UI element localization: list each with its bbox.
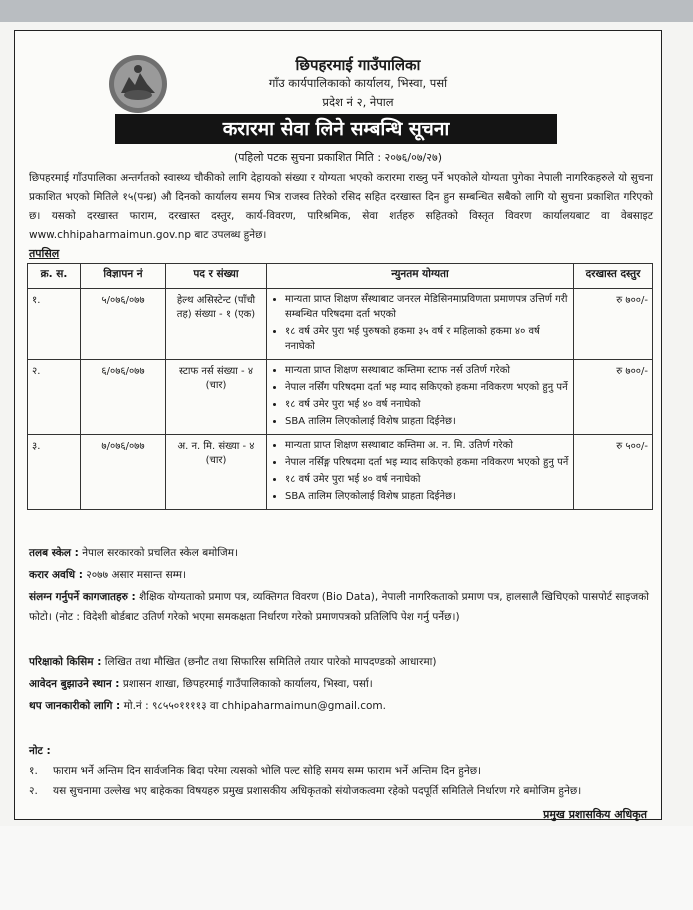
- col-fee: दरखास्त दस्तुर: [574, 264, 653, 289]
- notes-section: [29, 741, 655, 801]
- cell-post: हेल्थ असिस्टेन्ट (पाँचौ तह) संख्या - १ (एक): [166, 289, 267, 360]
- contact-label: थप जानकारीको लागि :: [29, 700, 121, 712]
- cell-fee: रु ५००/-: [574, 435, 653, 510]
- qualification-item: • १८ वर्ष उमेर पुरा भई ४० वर्ष ननाघेको: [285, 397, 569, 412]
- table-row: [28, 435, 653, 510]
- contact-text: मो.नं : ९८५५०११११३ वा chhipaharmaimun@gmail.com.: [123, 700, 386, 712]
- cell-qualification: [267, 360, 574, 435]
- qualification-item: • नेपाल नर्सिङ्ग परिषदमा दर्ता भइ म्याद सकिएको हकमा नविकरण भएको हुनु पर्ने: [285, 455, 569, 470]
- cell-fee: रु ७००/-: [574, 289, 653, 360]
- cell-post: अ. न. मि. संख्या - ४ (चार): [166, 435, 267, 510]
- note-number: २.: [29, 785, 38, 797]
- newspaper-top-strip: [0, 0, 693, 22]
- contract-text: २०७७ असार मसान्त सम्म।: [86, 569, 187, 581]
- cell-qualification: [267, 289, 574, 360]
- intro-paragraph: छिपहरमाई गाँउपालिका अन्तर्गतको स्वास्थ्य चौकीको लागि देहायको संख्या र योग्यता भएको करारमा राख्नु पर्ने भएकोले योग्यता पुगेका नेपाली नागरिकहरुले यो सुचना प्रकाशित भएको मितिले १५(पन्ध्र) औ दिनको कार्यालय समय भित्र राजस्व तिरेको रसिद सहित दरखास्त दिन हुन सम्बन्धित सबैको लागि यो सुचना प्रकाशित गरिएको छ। यसको दरखास्त फाराम, दरखास्त दस्तुर, कार्य-विवरण, पारिश्रमिक, सेवा शर्तहरु सहितको विस्तृत विवरण कार्यालयबाट वा वेबसाइट www.chhipaharmaimun.gov.np बाट उपलब्ध हुनेछ।: [29, 172, 653, 241]
- cell-notice-no: ६/०७६/०७७: [81, 360, 166, 435]
- publish-date: (पहिलो पटक सुचना प्रकाशित मिति : २०७६/०७/२७): [233, 151, 442, 164]
- submit-text: प्रशासन शाखा, छिपहरमाई गाउँपालिकाको कार्यालय, भिस्वा, पर्सा।: [122, 678, 373, 690]
- notes-label: नोट :: [29, 745, 51, 757]
- vacancy-table: [27, 263, 653, 510]
- submit-line: [29, 674, 655, 694]
- documents-text: शैक्षिक योग्यताको प्रमाण पत्र, व्यक्तिगत विवरण (Bio Data), नेपाली नागरिकताको प्रमाण पत्र, हालसालै खिचिएको पासपोर्ट साइजको फोटो। (नोट : विदेशी बोर्डबाट उतिर्ण गरेको भएमा समकक्षता निर्धारण गरेको प्रमाणपत्रको प्रतिलिपि पेश गर्नु पर्नेछ।): [29, 591, 649, 623]
- table-header-row: [28, 264, 653, 289]
- exam-text: लिखित तथा मौखित (छनौट तथा सिफारिस समितिले तयार पारेको मापदण्डको आधारमा): [104, 656, 437, 668]
- salary-text: नेपाल सरकारको प्रचलित स्केल बमोजिम।: [82, 547, 238, 559]
- table-row: [28, 289, 653, 360]
- note-text: यस सुचनामा उल्लेख भए बाहेकका विषयहरु प्रमुख प्रशासकीय अधिकृतको संयोजकत्वमा रहेको पदपूर्ति समितिले निर्धारण गरे बमोजिम हुनेछ।: [53, 785, 582, 797]
- exam-label: परिक्षाको किसिम :: [29, 656, 102, 668]
- qualification-item: • मान्यता प्राप्त शिक्षण सस्थाबाट कम्तिमा स्टाफ नर्स उतिर्ण गरेको: [285, 363, 569, 378]
- col-post: पद र संख्या: [166, 264, 267, 289]
- cell-fee: रु ७००/-: [574, 360, 653, 435]
- cell-sn: २.: [28, 360, 81, 435]
- province-name: प्रदेश नं २, नेपाल: [322, 95, 394, 109]
- page-bottom-margin: [0, 826, 693, 910]
- cell-sn: १.: [28, 289, 81, 360]
- salary-label: तलब स्केल :: [29, 547, 79, 559]
- cell-post: स्टाफ नर्स संख्या - ४ (चार): [166, 360, 267, 435]
- table-row: [28, 360, 653, 435]
- documents-label: संलग्न गर्नुपर्ने कागजातहरु :: [29, 591, 136, 603]
- documents-paragraph: [29, 587, 655, 627]
- col-qualification: न्युनतम योग्यता: [267, 264, 574, 289]
- note-item: [29, 781, 655, 801]
- notice-frame: [14, 30, 662, 820]
- qualification-item: • १८ वर्ष उमेर पुरा भई पुरुषको हकमा ३५ वर्ष र महिलाको हकमा ४० वर्ष ननाघेको: [285, 324, 569, 354]
- col-notice-no: विज्ञापन नं: [81, 264, 166, 289]
- notice-title-banner: करारमा सेवा लिने सम्बन्धि सूचना: [115, 114, 557, 144]
- note-text: फाराम भर्ने अन्तिम दिन सार्वजनिक बिदा परेमा त्यसको भोलि पल्ट सोहि समय सम्म फाराम भर्ने अन्तिम दिन हुनेछ।: [53, 765, 482, 777]
- note-item: [29, 761, 655, 781]
- contract-line: [29, 565, 655, 585]
- signature-title: प्रमुख प्रशासकिय अधिकृत: [543, 808, 647, 821]
- salary-line: [29, 543, 655, 563]
- municipality-name: छिपहरमाई गाउँपालिका: [295, 56, 421, 74]
- cell-qualification: [267, 435, 574, 510]
- qualification-item: • मान्यता प्राप्त शिक्षण सँस्थाबाट जनरल मेडिसिनमाप्रविणता प्रमाणपत्र उत्तिर्ण गरी सम्बन्धित परिषदमा दर्ता भएको: [285, 292, 569, 322]
- contact-line: [29, 696, 655, 716]
- qualification-item: • नेपाल नर्सिंग परिषदमा दर्ता भइ म्याद सकिएको हकमा नविकरण भएको हुनु पर्ने: [285, 380, 569, 395]
- note-number: १.: [29, 765, 38, 777]
- qualification-item: • १८ वर्ष उमेर पुरा भई ४० वर्ष ननाघेको: [285, 472, 569, 487]
- contract-label: करार अवधि :: [29, 569, 83, 581]
- cell-notice-no: ५/०७६/०७७: [81, 289, 166, 360]
- office-name: गाँउ कार्यपालिकाको कार्यालय, भिस्वा, पर्सा: [268, 76, 448, 90]
- qualification-item: • मान्यता प्राप्त शिक्षण सस्थाबाट कम्तिमा अ. न. मि. उतिर्ण गरेको: [285, 438, 569, 453]
- qualification-item: • SBA तालिम लिएकोलाई विशेष प्राहता दिईनेछ।: [285, 414, 569, 429]
- cell-sn: ३.: [28, 435, 81, 510]
- exam-line: [29, 652, 655, 672]
- tapasil-heading: तपसिल: [29, 247, 60, 260]
- qualification-item: • SBA तालिम लिएकोलाई विशेष प्राहता दिईनेछ।: [285, 489, 569, 504]
- col-sn: क्र. स.: [28, 264, 81, 289]
- cell-notice-no: ७/०७६/०७७: [81, 435, 166, 510]
- submit-label: आवेदन बुझाउने स्थान :: [29, 678, 120, 690]
